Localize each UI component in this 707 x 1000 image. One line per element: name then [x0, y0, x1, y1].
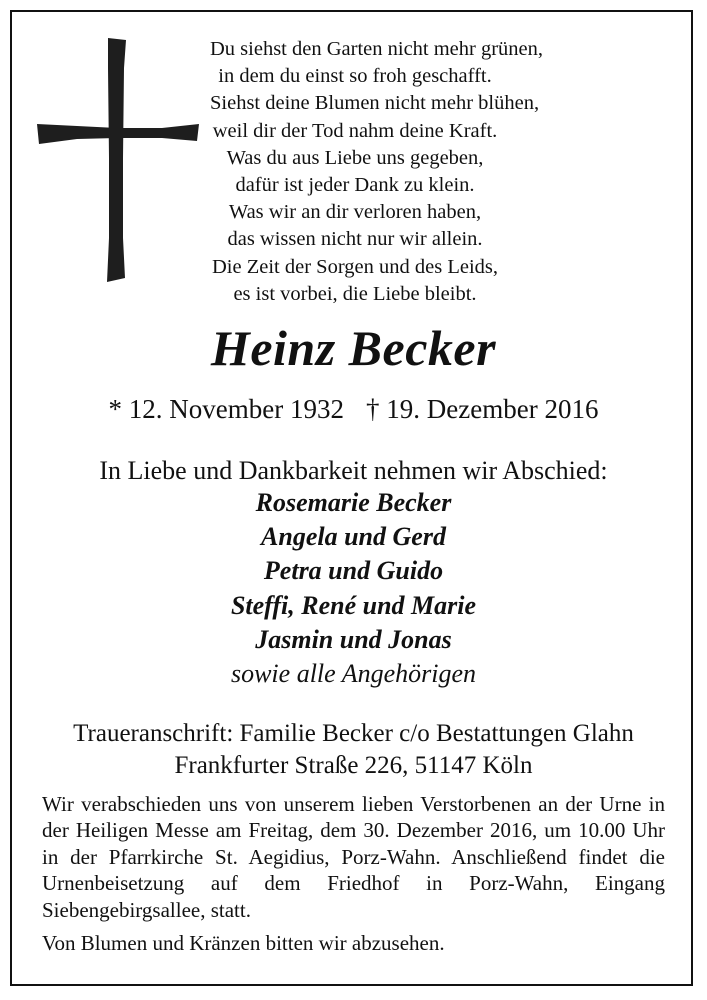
flowers-note: Von Blumen und Kränzen bitten wir abzusehen.	[42, 931, 445, 955]
poem-line: in dem du einst so froh geschafft.	[218, 65, 492, 88]
poem-line: Du siehst den Garten nicht mehr grünen,	[210, 38, 544, 60]
mourner: Angela und Gerd	[261, 522, 446, 552]
mourning-address	[0, 718, 707, 782]
poem-line: Die Zeit der Sorgen und des Leids,	[212, 255, 498, 278]
cross-icon	[37, 38, 199, 282]
poem-line: das wissen nicht nur wir allein.	[227, 228, 483, 251]
poem	[210, 36, 544, 308]
mourners-list	[0, 486, 707, 691]
mourner: Jasmin und Jonas	[255, 624, 452, 654]
poem-line: Siehst deine Blumen nicht mehr blühen,	[210, 92, 540, 115]
poem-line: Was wir an dir verloren haben,	[228, 201, 482, 224]
mourner: Steffi, René und Marie	[230, 590, 477, 620]
poem-line: dafür ist jeder Dank zu klein.	[235, 174, 475, 197]
life-dates	[0, 392, 707, 426]
deceased-name: Heinz Becker	[210, 320, 497, 376]
poem-line: es ist vorbei, die Liebe bleibt.	[233, 282, 477, 305]
death-date: † 19. Dezember 2016	[366, 394, 599, 424]
farewell-intro: In Liebe und Dankbarkeit nehmen wir Abschied:	[99, 456, 608, 485]
service-announcement: Wir verabschieden uns von unserem lieben Verstorbenen an der Urne in der Heiligen Messe am Freitag, dem 30. Dezember 2016, um 10.00 Uhr in der Pfarrkirche St. Aegidius, Porz-Wahn. Anschließend findet die Urnenbeisetzung auf dem Friedhof in Porz-Wahn, Eingang Siebengebirgsallee, statt.	[42, 792, 665, 922]
address-line-2: Frankfurter Straße 226, 51147 Köln	[174, 752, 533, 779]
mourner: Rosemarie Becker	[255, 488, 452, 517]
poem-line: weil dir der Tod nahm deine Kraft.	[212, 119, 498, 142]
relatives-line: sowie alle Angehörigen	[230, 659, 477, 689]
poem-line: Was du aus Liebe uns gegeben,	[226, 146, 484, 169]
mourner: Petra und Guido	[263, 556, 444, 586]
birth-date: * 12. November 1932	[108, 394, 345, 424]
address-line-1: Traueranschrift: Familie Becker c/o Bestattungen Glahn	[73, 720, 634, 747]
